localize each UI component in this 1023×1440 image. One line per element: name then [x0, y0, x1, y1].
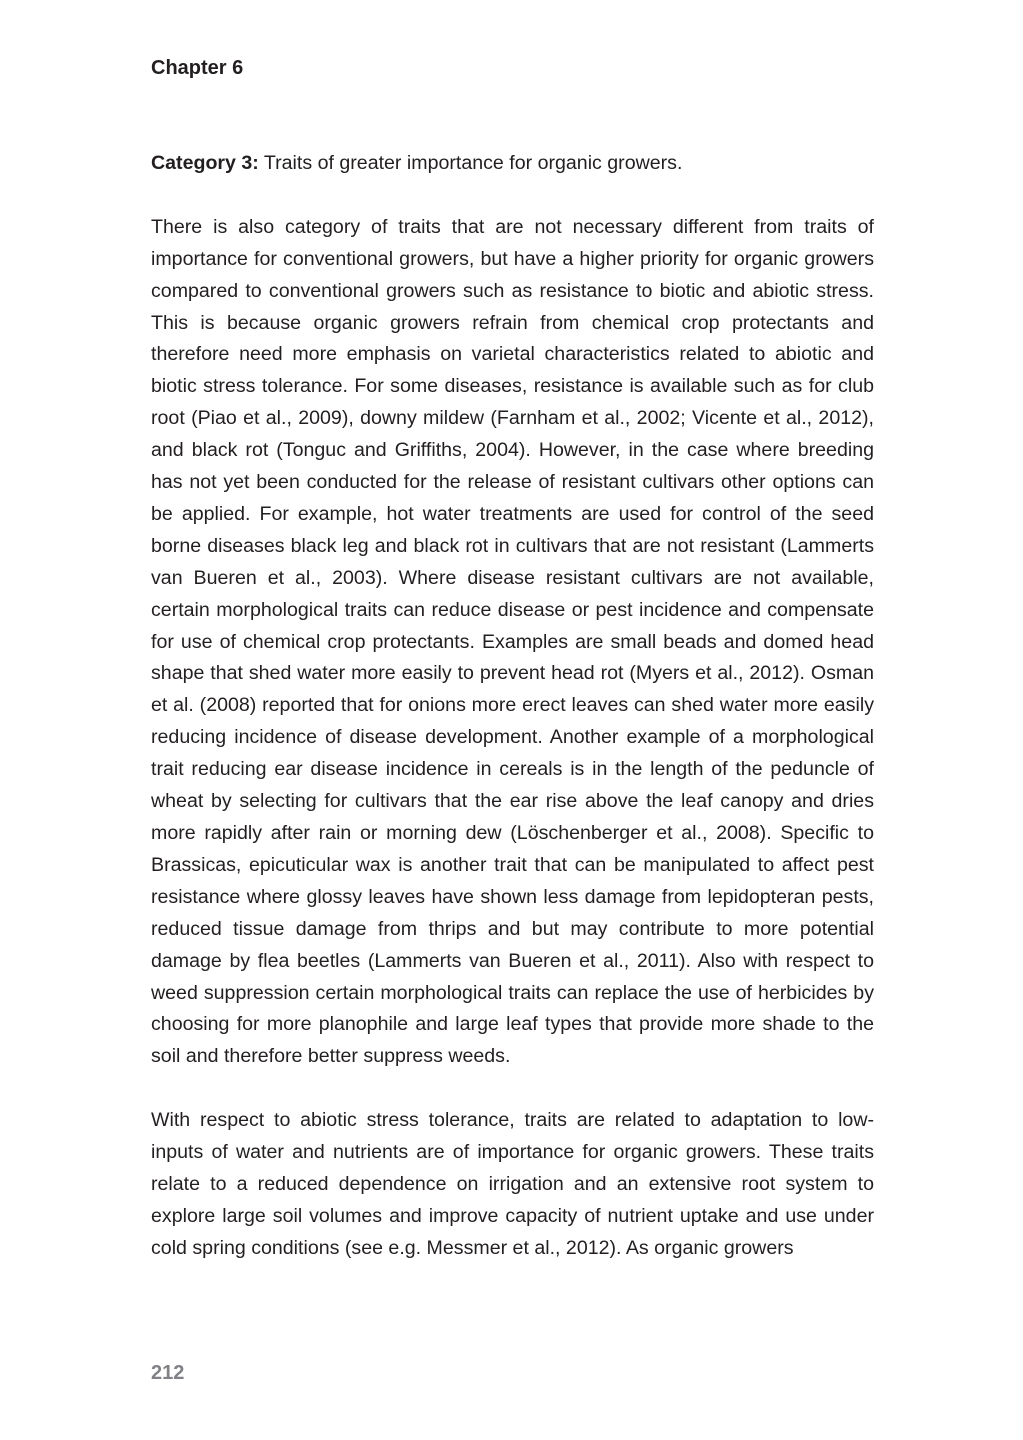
page-body [151, 148, 874, 1265]
chapter-header: Chapter 6 [151, 57, 244, 79]
body-paragraph-2: With respect to abiotic stress tolerance, traits are related to adaptation to low-inputs of water and nutrients are of importance for organic growers. These traits relate to a reduced dependence on irrigation and an extensive root system to explore large soil volumes and improve capacity of nutrient uptake and use under cold spring conditions (see e.g. Messmer et al., 2012). As organic growers [151, 1109, 874, 1259]
category-text: Traits of greater importance for organic growers. [258, 152, 683, 174]
page-number: 212 [151, 1362, 185, 1384]
category-line [151, 148, 874, 180]
body-paragraph-1: There is also category of traits that are not necessary different from traits of importance for conventional growers, but have a higher priority for organic growers compared to conventional growers such as resistance to biotic and abiotic stress. This is because organic growers refrain from chemical crop protectants and therefore need more emphasis on varietal characteristics related to abiotic and biotic stress tolerance. For some diseases, resistance is available such as for club root (Piao et al., 2009), downy mildew (Farnham et al., 2002; Vicente et al., 2012), and black rot (Tonguc and Griffiths, 2004). However, in the case where breeding has not yet been conducted for the release of resistant cultivars other options can be applied. For example, hot water treatments are used for control of the seed borne diseases black leg and black rot in cultivars that are not resistant (Lammerts van Bueren et al., 2003). Where disease resistant cultivars are not available, certain morphological traits can reduce disease or pest incidence and compensate for use of chemical crop protectants. Examples are small beads and domed head shape that shed water more easily to prevent head rot (Myers et al., 2012). Osman et al. (2008) reported that for onions more erect leaves can shed water more easily reducing incidence of disease development. Another example of a morphological trait reducing ear disease incidence in cereals is in the length of the peduncle of wheat by selecting for cultivars that the ear rise above the leaf canopy and dries more rapidly after rain or morning dew (Löschenberger et al., 2008). Specific to Brassicas, epicuticular wax is another trait that can be manipulated to affect pest resistance where glossy leaves have shown less damage from lepidopteran pests, reduced tissue damage from thrips and but may contribute to more potential damage by flea beetles (Lammerts van Bueren et al., 2011). Also with respect to weed suppression certain morphological traits can replace the use of herbicides by choosing for more planophile and large leaf types that provide more shade to the soil and therefore better suppress weeds. [151, 215, 874, 1068]
category-label: Category 3: [151, 152, 259, 174]
